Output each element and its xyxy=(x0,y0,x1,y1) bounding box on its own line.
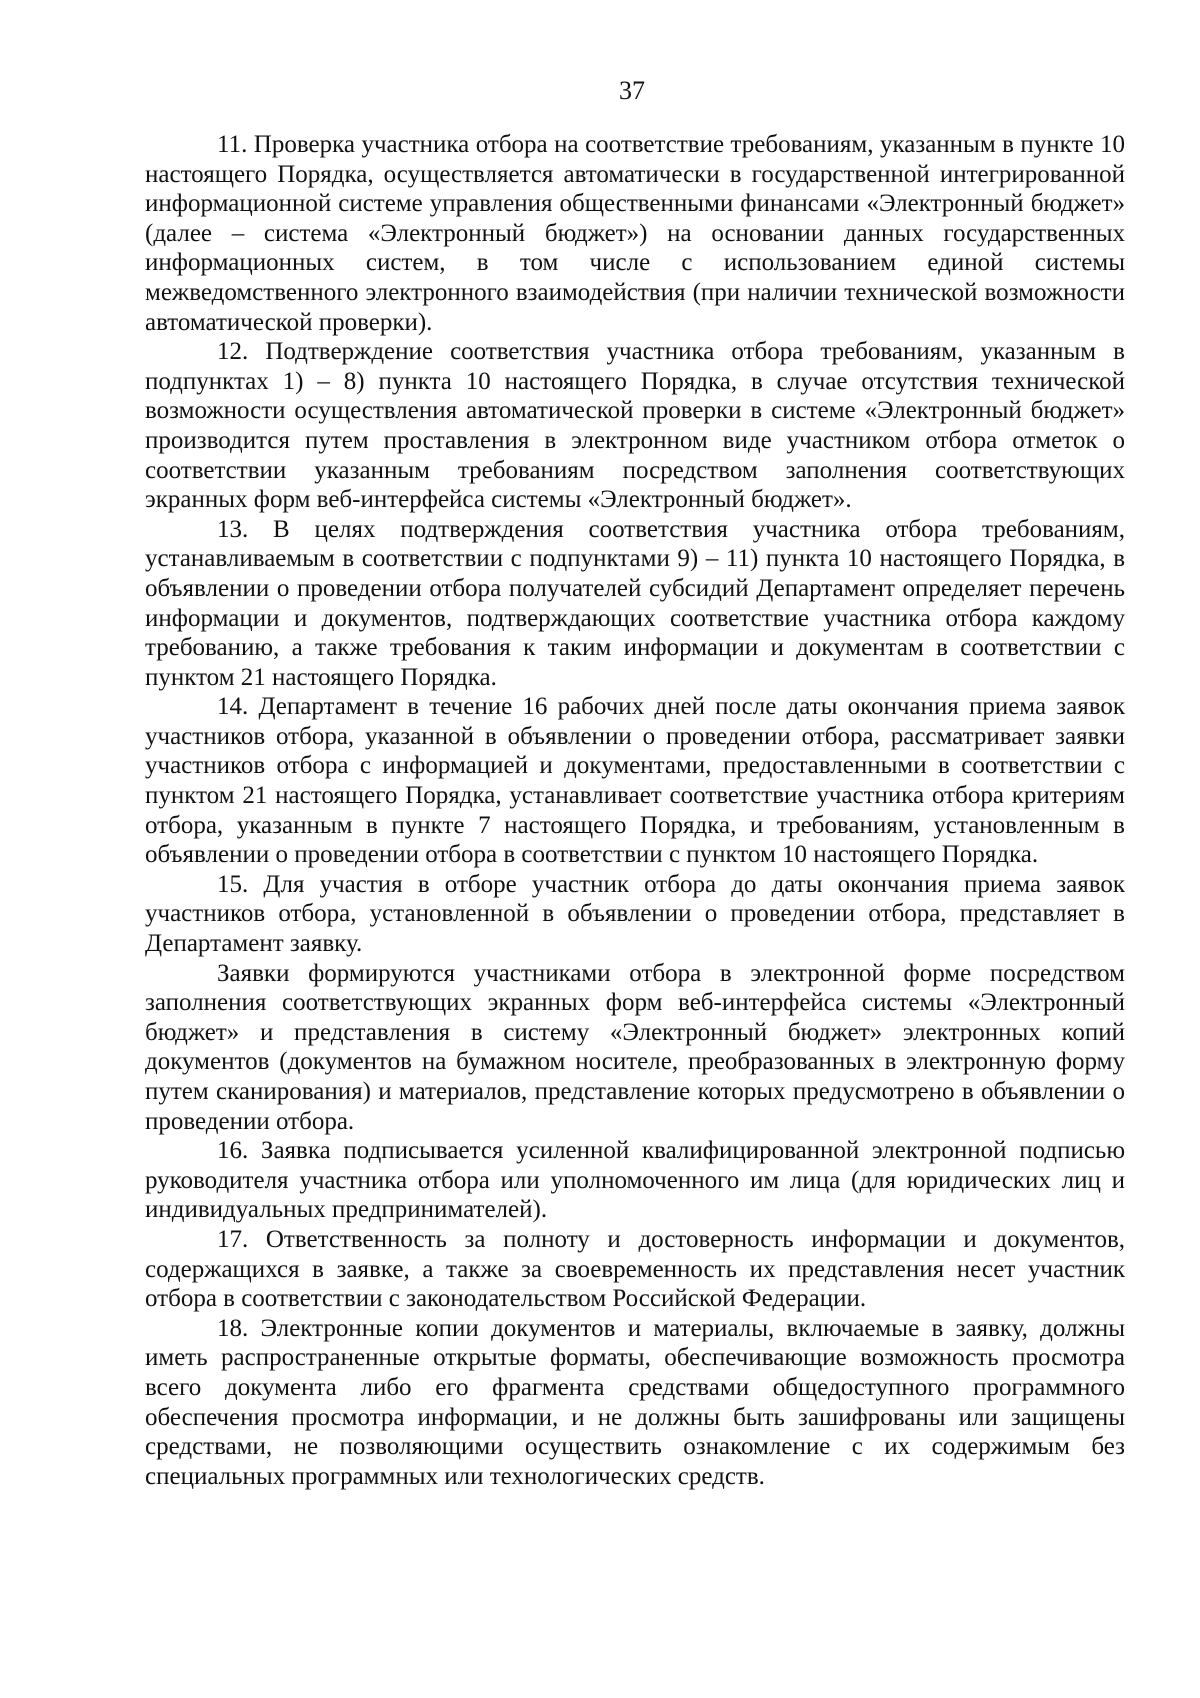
paragraph-15-applications: Заявки формируются участниками отбора в электронной форме посредством заполнения соответствующих экранных форм веб-интерфейса системы «Электронный бюджет» и представления в систему «Электронный бюджет» электронных копий документов (документов на бумажном носителе, преобразованных в электронную форму путем сканирования) и материалов, представление которых предусмотрено в объявлении о проведении отбора. xyxy=(145,959,1125,1135)
paragraph-11: 11. Проверка участника отбора на соответствие требованиям, указанным в пункте 10 настоящего Порядка, осуществляется автоматически в государственной интегрированной информационной системе управления общественными финансами «Электронный бюджет» (далее – система «Электронный бюджет») на основании данных государственных информационных систем, в том числе с использованием единой системы межведомственного электронного взаимодействия (при наличии технической возможности автоматической проверки). xyxy=(145,131,1125,336)
paragraph-17: 17. Ответственность за полноту и достоверность информации и документов, содержащихся в заявке, а также за своевременность их представления несет участник отбора в соответствии с законодательством Российской Федерации. xyxy=(145,1225,1125,1313)
paragraph-12: 12. Подтверждение соответствия участника отбора требованиям, указанным в подпунктах 1) – 8) пункта 10 настоящего Порядка, в случае отсутствия технической возможности осуществления автоматической проверки в системе «Электронный бюджет» производится путем проставления в электронном виде участником отбора отметок о соответствии указанным требованиям посредством заполнения соответствующих экранных форм веб-интерфейса системы «Электронный бюджет». xyxy=(145,338,1125,514)
page-number: 37 xyxy=(619,76,645,105)
paragraph-18: 18. Электронные копии документов и материалы, включаемые в заявку, должны иметь распространенные открытые форматы, обеспечивающие возможность просмотра всего документа либо его фрагмента средствами общедоступного программного обеспечения просмотра информации, и не должны быть зашифрованы или защищены средствами, не позволяющими осуществить ознакомление с их содержимым без специальных программных или технологических средств. xyxy=(145,1314,1125,1490)
paragraph-16: 16. Заявка подписывается усиленной квалифицированной электронной подписью руководителя участника отбора или уполномоченного им лица (для юридических лиц и индивидуальных предпринимателей). xyxy=(145,1137,1125,1224)
paragraph-15: 15. Для участия в отборе участник отбора до даты окончания приема заявок участников отбора, установленной в объявлении о проведении отбора, представляет в Департамент заявку. xyxy=(145,870,1125,958)
paragraph-14: 14. Департамент в течение 16 рабочих дней после даты окончания приема заявок участников отбора, указанной в объявлении о проведении отбора, рассматривает заявки участников отбора с информацией и документами, предоставленными в соответствии с пунктом 21 настоящего Порядка, устанавливает соответствие участника отбора критериям отбора, указанным в пункте 7 настоящего Порядка, и требованиям, установленным в объявлении о проведении отбора в соответствии с пунктом 10 настоящего Порядка. xyxy=(145,693,1125,869)
document-body xyxy=(145,130,1125,1491)
paragraph-13: 13. В целях подтверждения соответствия участника отбора требованиям, устанавливаемым в соответствии с подпунктами 9) – 11) пункта 10 настоящего Порядка, в объявлении о проведении отбора получателей субсидий Департамент определяет перечень информации и документов, подтверждающих соответствие участника отбора каждому требованию, а также требования к таким информации и документам в соответствии с пунктом 21 настоящего Порядка. xyxy=(145,515,1125,691)
